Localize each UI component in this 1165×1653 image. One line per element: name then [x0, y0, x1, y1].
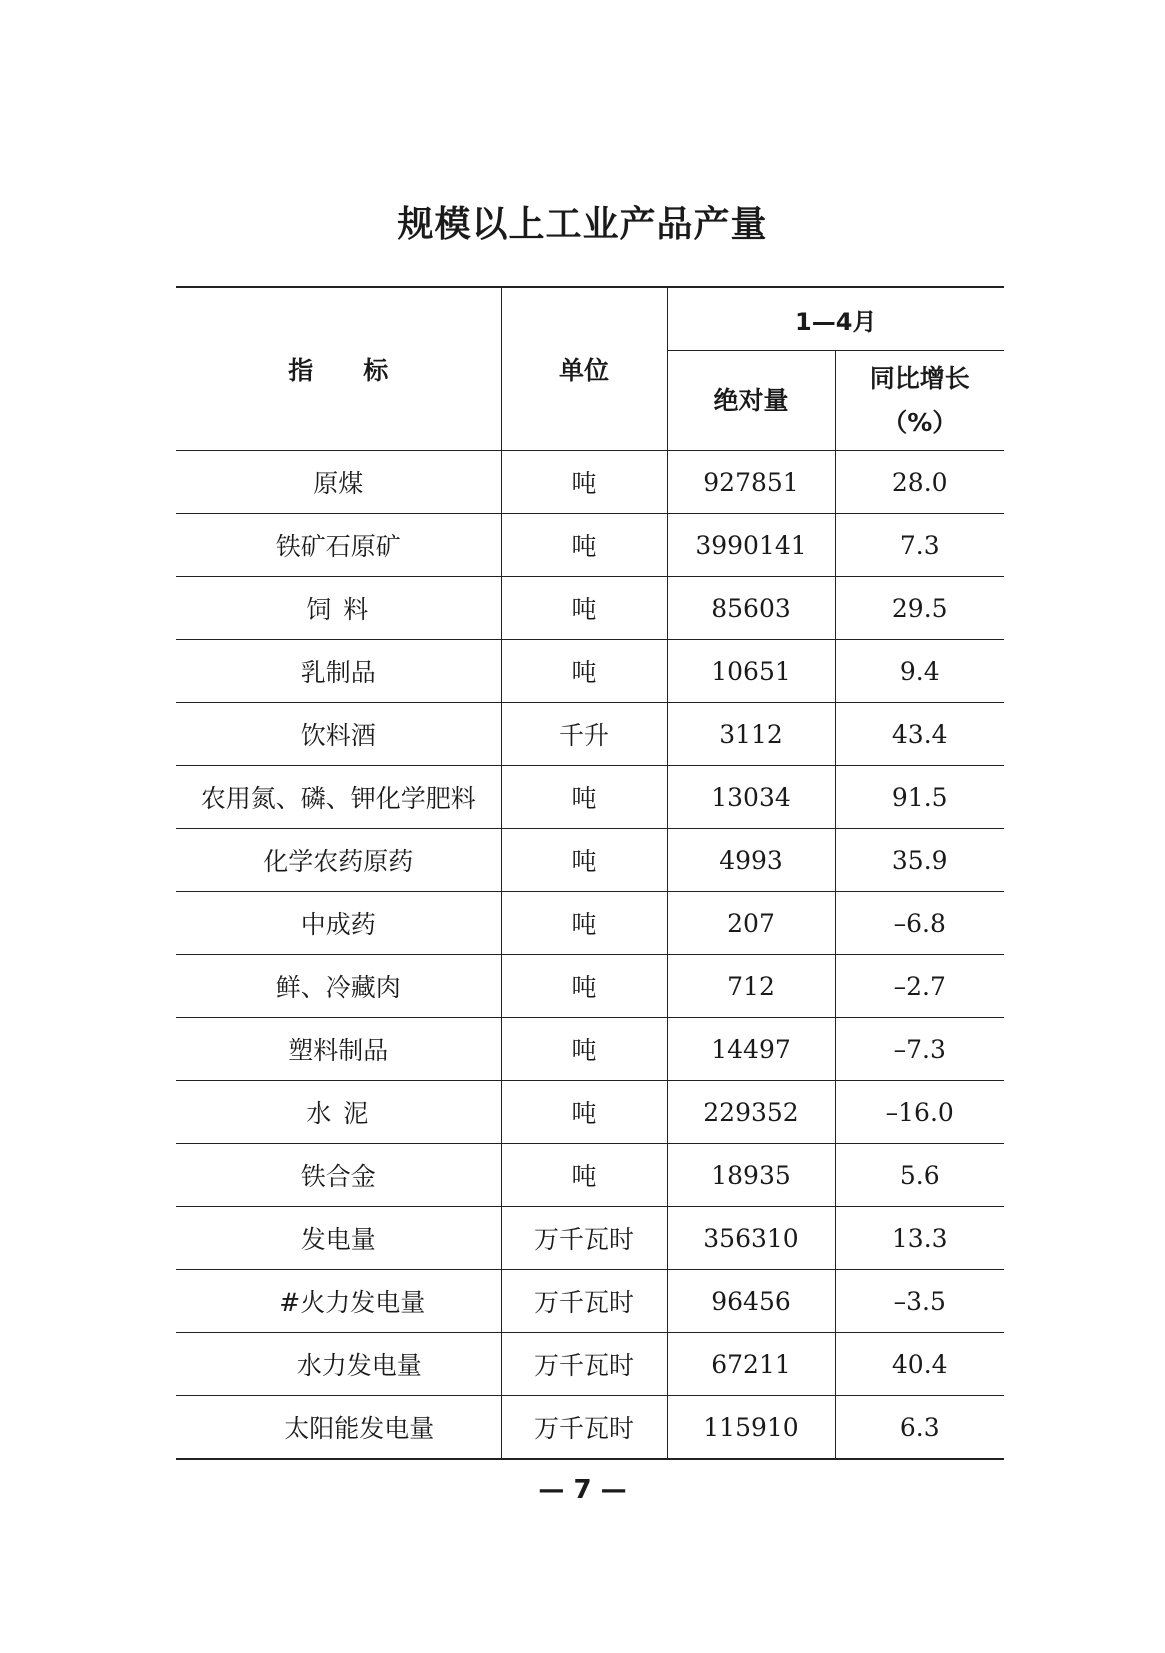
row-growth: 43.4: [835, 703, 1004, 766]
row-growth: 13.3: [835, 1207, 1004, 1270]
row-unit: 万千瓦时: [501, 1396, 667, 1460]
row-growth: 29.5: [835, 577, 1004, 640]
row-indicator: 农用氮、磷、钾化学肥料: [176, 766, 501, 829]
header-growth-line1: 同比增长: [869, 363, 970, 393]
table-row: [176, 1018, 1004, 1081]
row-unit: 吨: [501, 514, 667, 577]
row-value: 115910: [667, 1396, 835, 1460]
row-indicator: 鲜、冷藏肉: [176, 955, 501, 1018]
header-period: 1—4月: [667, 287, 1004, 351]
row-unit: 吨: [501, 766, 667, 829]
row-growth: 5.6: [835, 1144, 1004, 1207]
header-growth-line2: （%）: [882, 407, 958, 437]
row-value: 85603: [667, 577, 835, 640]
row-unit: 吨: [501, 955, 667, 1018]
table-row: [176, 1207, 1004, 1270]
table-row: [176, 1081, 1004, 1144]
page-number: — 7 —: [538, 1475, 627, 1505]
row-value: 229352: [667, 1081, 835, 1144]
row-unit: 吨: [501, 1144, 667, 1207]
row-unit: 吨: [501, 1018, 667, 1081]
row-value: 3990141: [667, 514, 835, 577]
row-indicator: 饲 料: [176, 577, 501, 640]
row-growth: –6.8: [835, 892, 1004, 955]
row-indicator: 水 泥: [176, 1081, 501, 1144]
row-value: 13034: [667, 766, 835, 829]
row-indicator: 铁合金: [176, 1144, 501, 1207]
table-row: [176, 892, 1004, 955]
row-growth: 6.3: [835, 1396, 1004, 1460]
row-growth: 40.4: [835, 1333, 1004, 1396]
row-unit: 吨: [501, 640, 667, 703]
row-unit: 吨: [501, 892, 667, 955]
row-indicator: #火力发电量: [176, 1270, 501, 1333]
row-indicator: 太阳能发电量: [176, 1396, 501, 1460]
row-value: 96456: [667, 1270, 835, 1333]
row-value: 3112: [667, 703, 835, 766]
table-row: [176, 1333, 1004, 1396]
row-growth: 28.0: [835, 451, 1004, 514]
row-unit: 吨: [501, 577, 667, 640]
table-row: [176, 766, 1004, 829]
row-growth: –16.0: [835, 1081, 1004, 1144]
row-value: 18935: [667, 1144, 835, 1207]
table-header-row: [176, 287, 1004, 351]
row-indicator: 发电量: [176, 1207, 501, 1270]
row-growth: –7.3: [835, 1018, 1004, 1081]
header-unit: 单位: [501, 287, 667, 451]
production-table: [176, 286, 1004, 1460]
table-row: [176, 829, 1004, 892]
row-indicator: 塑料制品: [176, 1018, 501, 1081]
row-value: 927851: [667, 451, 835, 514]
row-indicator: 中成药: [176, 892, 501, 955]
header-indicator: 指 标: [176, 287, 501, 451]
row-growth: 9.4: [835, 640, 1004, 703]
table-row: [176, 640, 1004, 703]
row-growth: 35.9: [835, 829, 1004, 892]
row-indicator: 铁矿石原矿: [176, 514, 501, 577]
row-unit: 吨: [501, 1081, 667, 1144]
row-indicator: 化学农药原药: [176, 829, 501, 892]
table-row: [176, 514, 1004, 577]
row-unit: 万千瓦时: [501, 1270, 667, 1333]
row-growth: –2.7: [835, 955, 1004, 1018]
row-indicator: 水力发电量: [176, 1333, 501, 1396]
header-growth: [835, 351, 1004, 451]
row-indicator: 饮料酒: [176, 703, 501, 766]
row-value: 67211: [667, 1333, 835, 1396]
row-value: 356310: [667, 1207, 835, 1270]
row-unit: 吨: [501, 451, 667, 514]
table-row: [176, 577, 1004, 640]
page-title: 规模以上工业产品产量: [397, 204, 768, 245]
row-indicator: 乳制品: [176, 640, 501, 703]
row-value: 4993: [667, 829, 835, 892]
row-unit: 万千瓦时: [501, 1333, 667, 1396]
table-row: [176, 451, 1004, 514]
table-row: [176, 1270, 1004, 1333]
row-value: 712: [667, 955, 835, 1018]
row-growth: 91.5: [835, 766, 1004, 829]
row-growth: –3.5: [835, 1270, 1004, 1333]
row-indicator: 原煤: [176, 451, 501, 514]
header-absolute: 绝对量: [667, 351, 835, 451]
table-row: [176, 703, 1004, 766]
row-value: 10651: [667, 640, 835, 703]
table-row: [176, 1144, 1004, 1207]
row-growth: 7.3: [835, 514, 1004, 577]
row-unit: 吨: [501, 829, 667, 892]
row-unit: 千升: [501, 703, 667, 766]
table-row: [176, 1396, 1004, 1460]
row-value: 207: [667, 892, 835, 955]
table-row: [176, 955, 1004, 1018]
row-unit: 万千瓦时: [501, 1207, 667, 1270]
row-value: 14497: [667, 1018, 835, 1081]
